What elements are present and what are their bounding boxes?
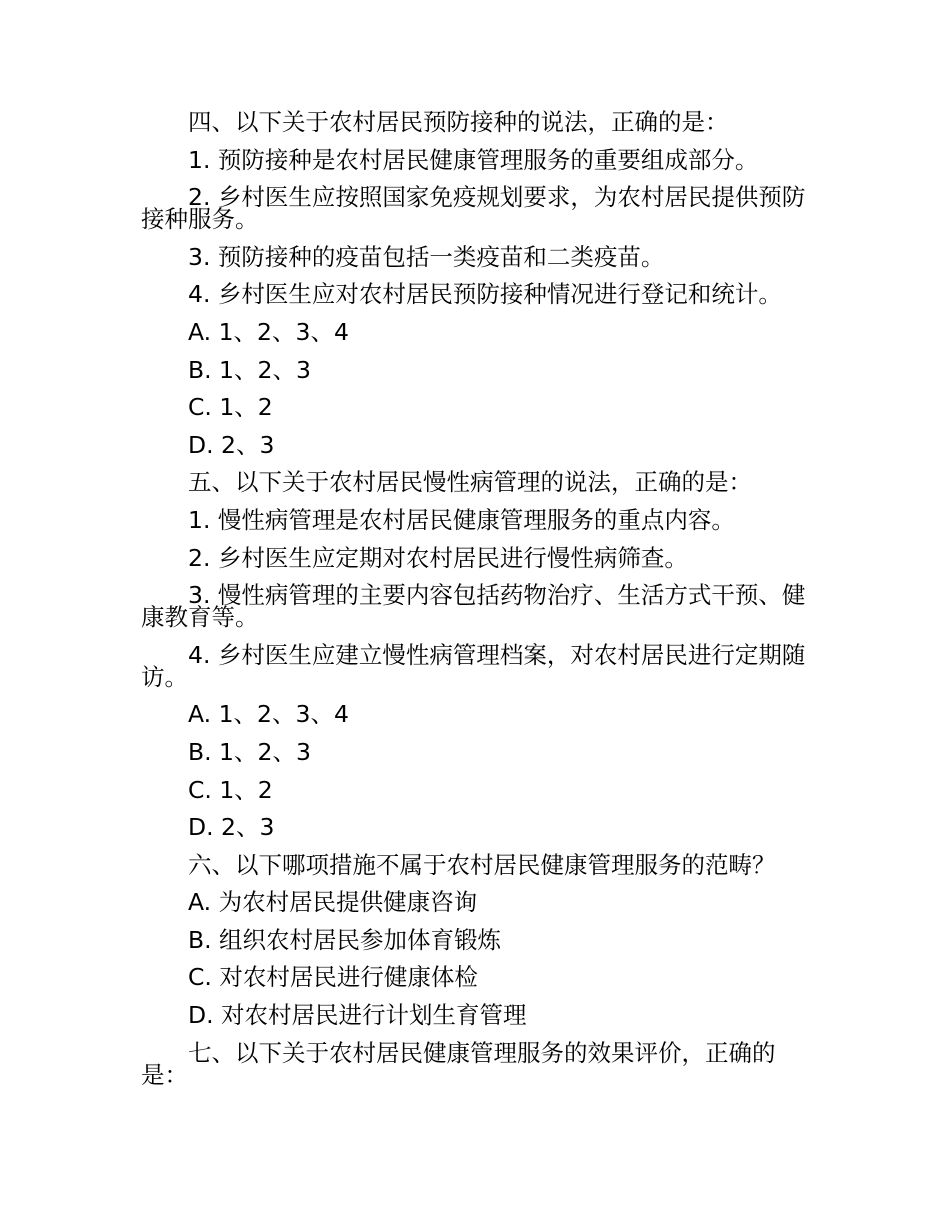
question-4-statement-3: 3. 预防接种的疫苗包括一类疫苗和二类疫苗。 <box>188 242 665 271</box>
question-4-option-a: A. 1、2、3、4 <box>188 317 349 346</box>
question-6-option-a: A. 为农村居民提供健康咨询 <box>188 888 478 917</box>
question-5-option-a: A. 1、2、3、4 <box>188 700 349 729</box>
question-4-option-d: D. 2、3 <box>188 430 275 459</box>
question-6-stem: 六、以下哪项措施不属于农村居民健康管理服务的范畴？ <box>188 850 776 879</box>
question-5-statement-2: 2. 乡村医生应定期对农村居民进行慢性病筛查。 <box>188 543 688 572</box>
question-4-option-c: C. 1、2 <box>188 393 273 422</box>
question-4-stem: 四、以下关于农村居民预防接种的说法，正确的是： <box>188 108 729 136</box>
question-5-option-d: D. 2、3 <box>188 813 275 842</box>
question-5-statement-4: 4. 乡村医生应建立慢性病管理档案，对农村居民进行定期随访。 <box>141 640 806 691</box>
question-7-stem: 七、以下关于农村居民健康管理服务的效果评价，正确的是： <box>141 1038 776 1089</box>
question-4-statement-4: 4. 乡村医生应对农村居民预防接种情况进行登记和统计。 <box>188 280 782 309</box>
question-5-statement-1: 1. 慢性病管理是农村居民健康管理服务的重点内容。 <box>188 505 735 534</box>
question-5-statement-3: 3. 慢性病管理的主要内容包括药物治疗、生活方式干预、健康教育等。 <box>141 581 806 632</box>
question-6-option-b: B. 组织农村居民参加体育锻炼 <box>188 925 502 954</box>
question-5-stem: 五、以下关于农村居民慢性病管理的说法，正确的是： <box>188 468 752 497</box>
question-5-option-b: B. 1、2、3 <box>188 737 311 766</box>
question-4-statement-2: 2. 乡村医生应按照国家免疫规划要求，为农村居民提供预防接种服务。 <box>141 183 806 234</box>
question-5-option-c: C. 1、2 <box>188 775 273 804</box>
question-6-option-c: C. 对农村居民进行健康体检 <box>188 963 478 992</box>
document-body <box>141 104 813 1094</box>
question-4-option-b: B. 1、2、3 <box>188 355 311 384</box>
question-4-statement-1: 1. 预防接种是农村居民健康管理服务的重要组成部分。 <box>188 145 759 174</box>
question-6-option-d: D. 对农村居民进行计划生育管理 <box>188 1001 527 1030</box>
